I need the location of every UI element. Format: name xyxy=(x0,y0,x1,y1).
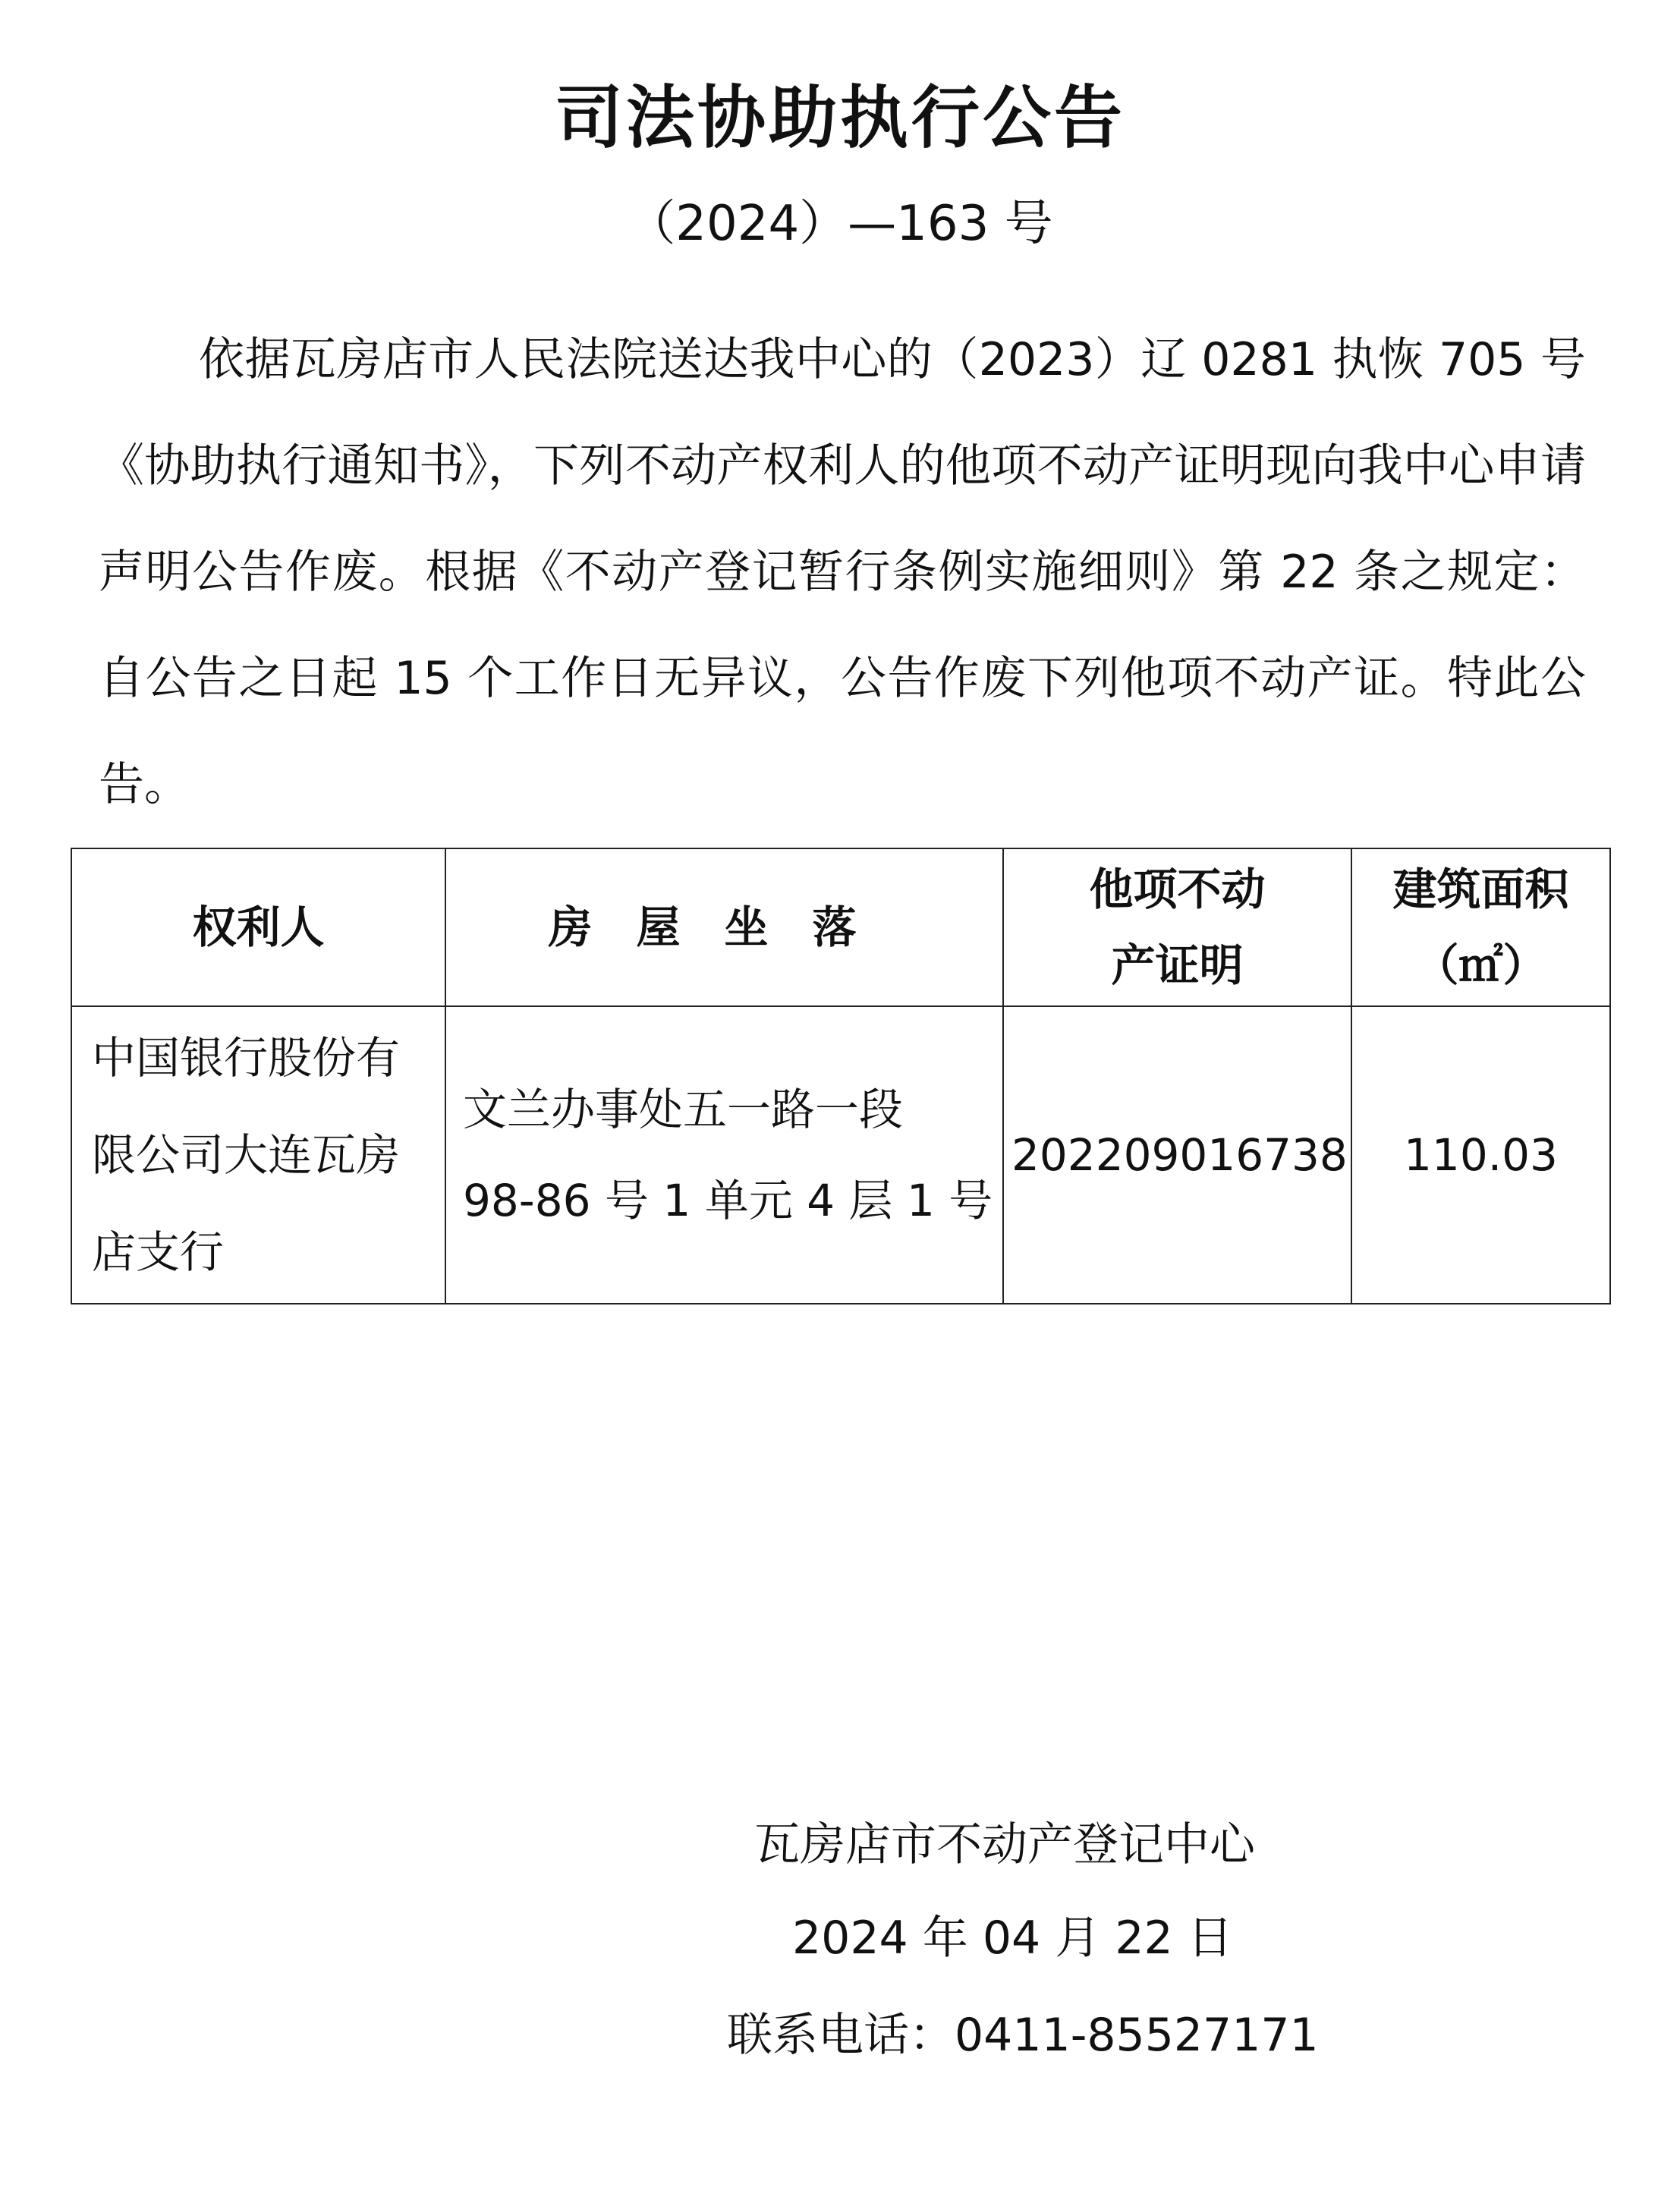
header-area-line1: 建筑面积 xyxy=(1392,864,1569,915)
header-owner xyxy=(71,848,445,1006)
table-row xyxy=(71,1006,1610,1304)
header-area xyxy=(1351,848,1610,1006)
owner-line2: 限公司大连瓦房 xyxy=(92,1129,401,1181)
location-line1: 文兰办事处五一路一段 xyxy=(463,1084,904,1135)
table-header-row xyxy=(71,848,1610,1006)
issue-date: 2024 年 04 月 22 日 xyxy=(792,1912,1233,1965)
owner-line3: 店支行 xyxy=(92,1226,225,1278)
header-location-label: 房屋坐落 xyxy=(548,902,901,953)
notice-body-paragraph: 依据瓦房店市人民法院送达我中心的（2023）辽 0281 执恢 705 号《协助执行通知书》，下列不动产权利人的他项不动产证明现向我中心申请声明公告作废。根据《不动产登记暂行条例实施细则》第 22 条之规定：自公告之日起 15 个工作日无异议，公告作废下列他项不动产证。特此公告。 xyxy=(99,333,1586,811)
header-certificate xyxy=(1003,848,1351,1006)
cell-certificate: 202209016738 xyxy=(1003,1006,1351,1304)
header-certificate-line2: 产证明 xyxy=(1111,939,1244,991)
cell-owner xyxy=(71,1006,445,1304)
header-area-line2: （㎡） xyxy=(1414,939,1547,991)
owner-line1: 中国银行股份有 xyxy=(92,1032,401,1084)
notice-title: 司法协助执行公告 xyxy=(555,78,1125,158)
location-line2: 98-86 号 1 单元 4 层 1 号 xyxy=(463,1175,993,1226)
certificate-table xyxy=(71,848,1611,1304)
header-owner-label: 权利人 xyxy=(192,902,325,953)
issuing-organization: 瓦房店市不动产登记中心 xyxy=(754,1818,1255,1871)
header-location xyxy=(445,848,1003,1006)
contact-phone: 联系电话：0411-85527171 xyxy=(727,2009,1319,2062)
document-number: （2024）—163 号 xyxy=(627,196,1053,252)
cell-location xyxy=(445,1006,1003,1304)
header-certificate-line1: 他项不动 xyxy=(1089,864,1266,915)
cell-area: 110.03 xyxy=(1351,1006,1610,1304)
